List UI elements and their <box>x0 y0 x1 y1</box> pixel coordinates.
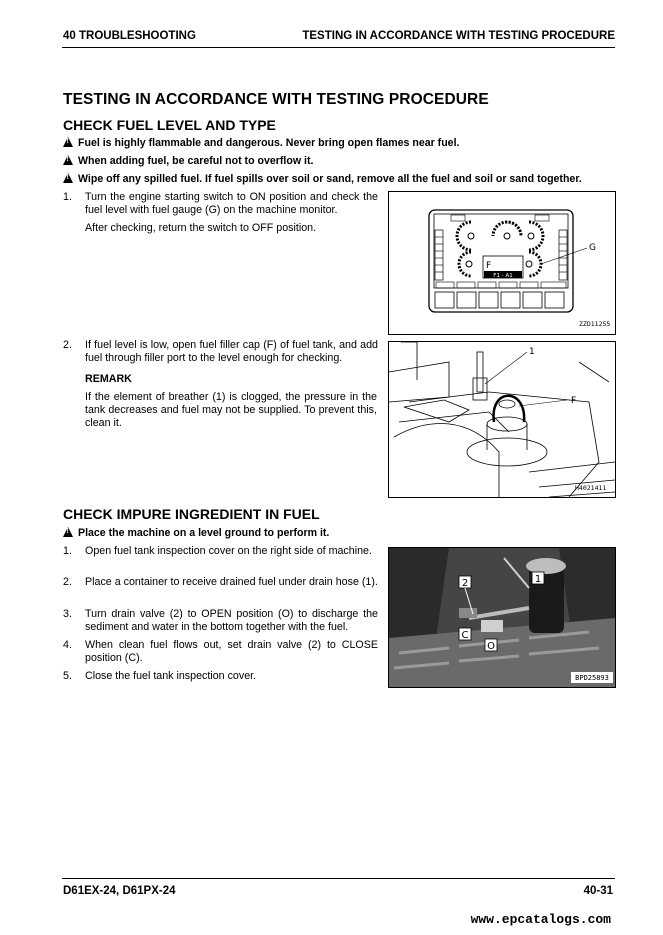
section-heading-impure-ingredient: CHECK IMPURE INGREDIENT IN FUEL <box>63 506 320 522</box>
svg-text:F1 - A1: F1 - A1 <box>493 273 513 279</box>
header-section-label: 40 TROUBLESHOOTING <box>63 30 196 42</box>
drain-step-5: 5. Close the fuel tank inspection cover. <box>63 670 257 682</box>
svg-text:F: F <box>486 261 492 271</box>
page-title: TESTING IN ACCORDANCE WITH TESTING PROCEDURE <box>63 91 489 108</box>
figure-label-1: 1 <box>529 347 535 357</box>
figure-label-f: F <box>571 396 577 406</box>
remark-text: If the element of breather (1) is clogged, the pressure in the tank decreases and fuel may not be supplied. To prevent this, clean it. <box>85 391 377 429</box>
drain-step-1: 1. Open fuel tank inspection cover on the right side of machine. <box>63 545 372 557</box>
step-1: 1. Turn the engine starting switch to ON position and check the fuel level with fuel gauge (G) on the machine monitor. <box>63 191 378 216</box>
drain-step-2: 2. Place a container to receive drained fuel under drain hose (1). <box>63 576 378 588</box>
header-rule <box>62 47 615 48</box>
footer-rule <box>62 878 615 879</box>
figure-label-o: O <box>487 641 495 652</box>
warning-icon <box>63 137 73 147</box>
figure-drain-valve-photo <box>388 547 616 688</box>
footer-page-number: 40-31 <box>583 885 613 897</box>
figure-code: H4021411 <box>575 484 607 492</box>
watermark-url[interactable]: www.epcatalogs.com <box>470 912 611 927</box>
section-heading-fuel-level: CHECK FUEL LEVEL AND TYPE <box>63 117 276 133</box>
figure-label-1: 1 <box>534 574 542 585</box>
figure-label-2: 2 <box>461 578 469 589</box>
warning-flammable: !Fuel is highly flammable and dangerous. Never bring open flames near fuel. <box>63 137 459 149</box>
drain-step-4: 4. When clean fuel flows out, set drain valve (2) to CLOSE position (C). <box>63 639 378 664</box>
warning-overflow: !When adding fuel, be careful not to overflow it. <box>63 155 313 167</box>
remark-label: REMARK <box>85 373 132 385</box>
step-1-after: After checking, return the switch to OFF position. <box>85 222 317 234</box>
drain-step-3: 3. Turn drain valve (2) to OPEN position (O) to discharge the sediment and water in the bottom together with the fuel. <box>63 608 378 633</box>
header-page-title: TESTING IN ACCORDANCE WITH TESTING PROCEDURE <box>302 30 615 42</box>
warning-icon <box>63 155 73 165</box>
figure-machine-monitor <box>388 191 616 335</box>
machine-monitor-drawing <box>389 192 615 334</box>
warning-spilled-fuel: !Wipe off any spilled fuel. If fuel spills over soil or sand, remove all the fuel and soil or sand together. <box>63 173 582 185</box>
drain-valve-photo <box>389 548 615 687</box>
figure-label-g: G <box>589 243 596 253</box>
warning-icon <box>63 527 73 537</box>
figure-code: ZZD11255 <box>579 320 611 328</box>
step-2: 2. If fuel level is low, open fuel filler cap (F) of fuel tank, and add fuel through filler port to the level enough for checking. <box>63 339 378 364</box>
fuel-tank-drawing <box>389 342 615 497</box>
figure-code: BPD25893 <box>575 674 609 682</box>
figure-label-c: C <box>461 630 469 641</box>
warning-icon <box>63 173 73 183</box>
figure-fuel-filler <box>388 341 616 498</box>
footer-model: D61EX-24, D61PX-24 <box>63 885 176 897</box>
warning-level-ground: !Place the machine on a level ground to perform it. <box>63 527 329 539</box>
